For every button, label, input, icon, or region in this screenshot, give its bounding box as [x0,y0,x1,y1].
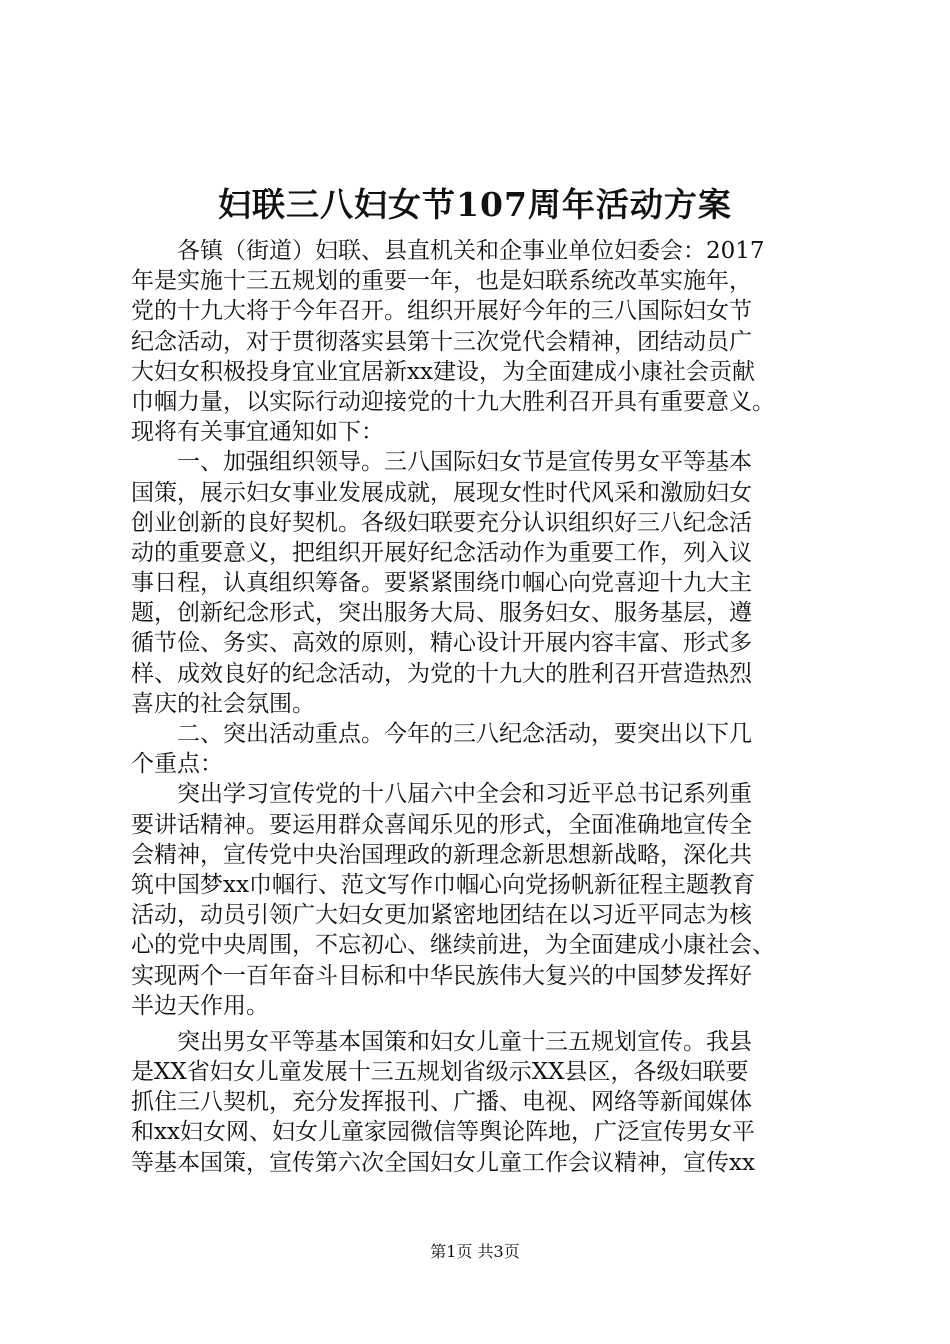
paragraph-line: 事日程，认真组织筹备。要紧紧围绕巾帼心向党喜迎十九大主 [131,570,752,597]
paragraph-line: 要讲话精神。要运用群众喜闻乐见的形式，全面准确地宣传全 [131,811,752,838]
paragraph-line: 国策，展示妇女事业发展成就，展现女性时代风采和激励妇女 [131,479,752,506]
paragraph-line: 喜庆的社会氛围。 [131,690,315,717]
paragraph-line: 样、成效良好的纪念活动，为党的十九大的胜利召开营造热烈 [131,660,752,687]
paragraph-line: 突出学习宣传党的十八届六中全会和习近平总书记系列重 [131,781,752,808]
paragraph-line: 现将有关事宜通知如下： [131,419,384,446]
paragraph-line: 年是实施十三五规划的重要一年，也是妇联系统改革实施年， [131,268,752,295]
paragraph-line: 突出男女平等基本国策和妇女儿童十三五规划宣传。我县 [131,1028,752,1055]
document-body [131,236,831,1178]
paragraph-line: 动的重要意义，把组织开展好纪念活动作为重要工作，列入议 [131,539,752,566]
paragraph-line: 是XX省妇女儿童发展十三五规划省级示XX县区，各级妇联要 [131,1059,749,1086]
paragraph-line: 各镇（街道）妇联、县直机关和企事业单位妇委会：2017 [131,238,765,264]
paragraph-line: 创业创新的良好契机。各级妇联要充分认识组织好三八纪念活 [131,509,752,536]
paragraph-line: 循节俭、务实、高效的原则，精心设计开展内容丰富、形式多 [131,630,752,657]
paragraph-line: 巾帼力量，以实际行动迎接党的十九大胜利召开具有重要意义。 [131,388,775,415]
paragraph-line: 一、加强组织领导。三八国际妇女节是宣传男女平等基本 [131,449,752,476]
paragraph-line: 二、突出活动重点。今年的三八纪念活动，要突出以下几 [131,721,752,747]
paragraph-line: 党的十九大将于今年召开。组织开展好今年的三八国际妇女节 [131,298,752,325]
page-footer: 第1页 共3页 [430,1242,520,1261]
paragraph-line: 个重点： [131,751,223,778]
document-title: 妇联三八妇女节107周年活动方案 [218,185,732,224]
paragraph-line: 和xx妇女网、妇女儿童家园微信等舆论阵地，广泛宣传男女平 [131,1119,755,1146]
paragraph-line: 半边天作用。 [131,992,269,1019]
paragraph-line: 实现两个一百年奋斗目标和中华民族伟大复兴的中国梦发挥好 [131,962,752,989]
paragraph-line: 活动，动员引领广大妇女更加紧密地团结在以习近平同志为核 [131,902,752,929]
paragraph-line: 筑中国梦xx巾帼行、范文写作巾帼心向党扬帆新征程主题教育 [131,871,755,898]
paragraph-line: 等基本国策，宣传第六次全国妇女儿童工作会议精神，宣传xx [131,1149,755,1176]
paragraph-line: 心的党中央周围，不忘初心、继续前进，为全面建成小康社会、 [131,932,775,959]
paragraph-line: 题，创新纪念形式，突出服务大局、服务妇女、服务基层，遵 [131,600,752,627]
paragraph-line: 抓住三八契机，充分发挥报刊、广播、电视、网络等新闻媒体 [131,1089,752,1116]
paragraph-line: 会精神，宣传党中央治国理政的新理念新思想新战略，深化共 [131,841,752,868]
paragraph-line: 纪念活动，对于贯彻落实县第十三次党代会精神，团结动员广 [131,328,752,355]
paragraph-line: 大妇女积极投身宜业宜居新xx建设，为全面建成小康社会贡献 [131,358,755,385]
